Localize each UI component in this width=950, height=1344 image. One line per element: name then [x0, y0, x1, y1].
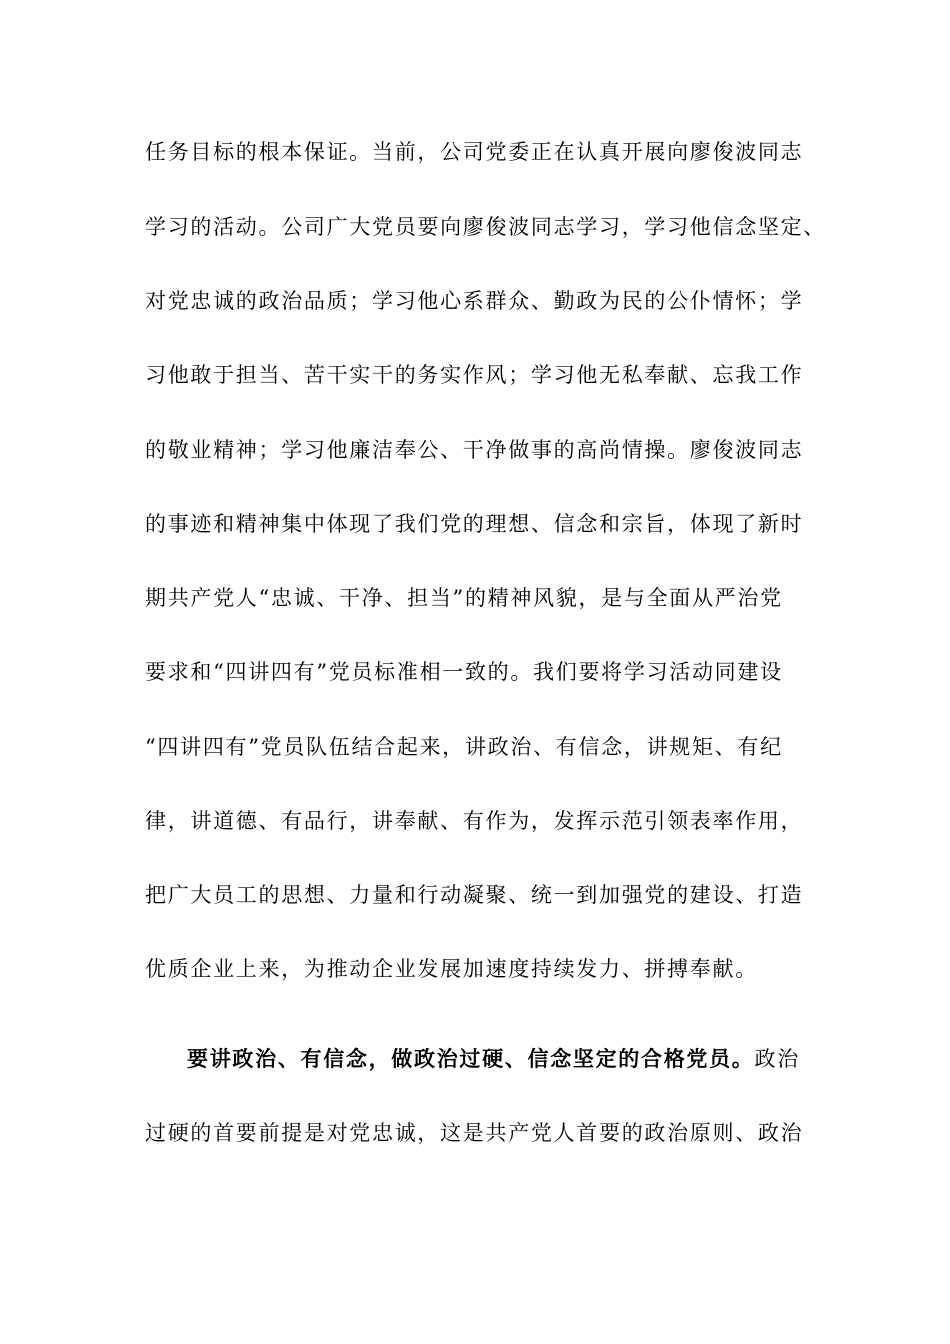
paragraph-line: 习他敢于担当、苦干实干的务实作风；学习他无私奉献、忘我工作: [145, 363, 804, 387]
paragraph-line: 优质企业上来，为推动企业发展加速度持续发力、拼搏奉献。: [145, 957, 758, 981]
paragraph-line: 过硬的首要前提是对党忠诚，这是共产党人首要的政治原则、政治: [145, 1121, 804, 1145]
paragraph-line: 任务目标的根本保证。当前，公司党委正在认真开展向廖俊波同志: [145, 140, 804, 164]
paragraph-line: “四讲四有”党员队伍结合起来，讲政治、有信念，讲规矩、有纪: [145, 735, 783, 759]
paragraph-line: 律，讲道德、有品行，讲奉献、有作为，发挥示范引领表率作用，: [145, 809, 804, 833]
paragraph-line: 对党忠诚的政治品质；学习他心系群众、勤政为民的公仆情怀；学: [145, 289, 804, 313]
paragraph-line: 把广大员工的思想、力量和行动凝聚、统一到加强党的建设、打造: [145, 883, 804, 907]
paragraph-line: 期共产党人“忠诚、干净、担当”的精神风貌，是与全面从严治党: [145, 586, 783, 610]
paragraph-text: 政治: [754, 1047, 800, 1071]
paragraph-line: 的敬业精神；学习他廉洁奉公、干净做事的高尚情操。廖俊波同志: [145, 438, 804, 462]
paragraph-line: 要求和“四讲四有”党员标准相一致的。我们要将学习活动同建设: [145, 660, 783, 684]
paragraph-2-first-line: [187, 1044, 800, 1074]
paragraph-line: 学习的活动。公司广大党员要向廖俊波同志学习，学习他信念坚定、: [145, 215, 826, 239]
paragraph-line: 的事迹和精神集中体现了我们党的理想、信念和宗旨，体现了新时: [145, 512, 804, 536]
section-heading: 要讲政治、有信念，做政治过硬、信念坚定的合格党员。: [187, 1047, 755, 1071]
